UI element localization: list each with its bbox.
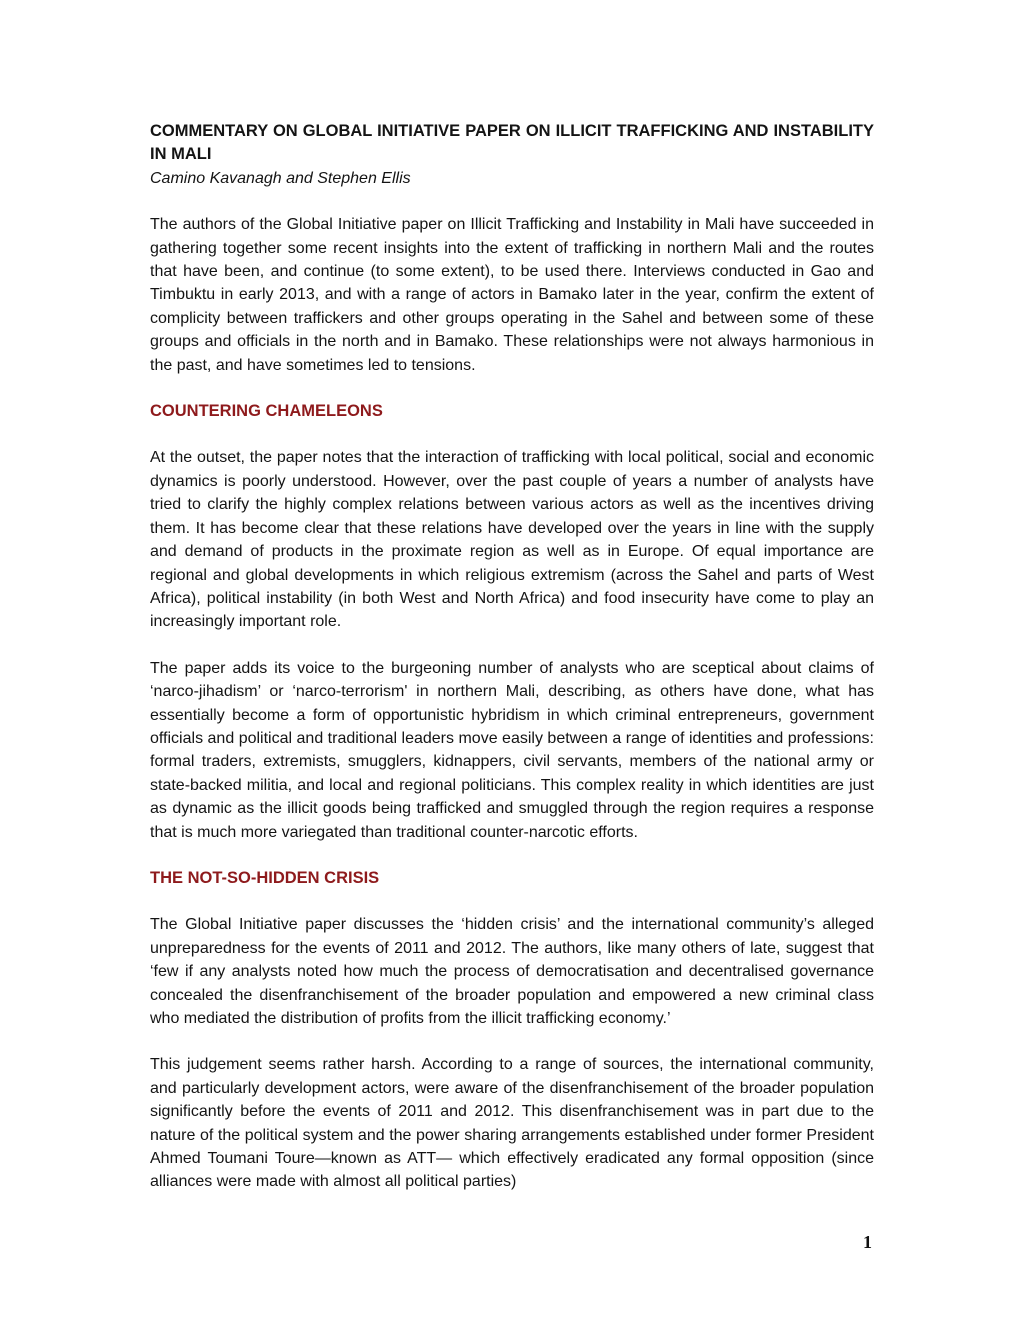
paragraph-countering-chameleons-2: The paper adds its voice to the burgeoning number of analysts who are sceptical about claims of ‘narco-jihadism’ or ‘narco-terrorism' in northern Mali, describing, as others have done, what has essentially become a form of opportunistic hybridism in which criminal entrepreneurs, government officials and political and traditional leaders move easily between a range of identities and professions: formal traders, extremists, smugglers, kidnappers, civil servants, members of the national army or state-backed militia, and local and regional politicians. This complex reality in which identities are just as dynamic as the illicit goods being trafficked and smuggled through the region requires a response that is much more variegated than traditional counter-narcotic efforts. — [150, 659, 874, 841]
document-title: COMMENTARY ON GLOBAL INITIATIVE PAPER ON ILLICIT TRAFFICKING AND INSTABILITY IN MALI — [150, 122, 874, 164]
paragraph-introduction: The authors of the Global Initiative paper on Illicit Trafficking and Instability in Mali have succeeded in gathering together some recent insights into the extent of trafficking in northern Mali and the routes that have been, and continue (to some extent), to be used there. Interviews conducted in Gao and Timbuktu in early 2013, and with a range of actors in Bamako later in the year, confirm the extent of complicity between traffickers and other groups operating in the Sahel and between some of these groups and officials in the north and in Bamako. These relationships were not always harmonious in the past, and have sometimes led to tensions. — [150, 216, 874, 374]
paragraph-hidden-crisis-1: The Global Initiative paper discusses the ‘hidden crisis’ and the international community’s alleged unpreparedness for the events of 2011 and 2012. The authors, like many others of late, suggest that ‘few if any analysts noted how much the process of democratisation and decentralised governance concealed the disenfranchisement of the broader population and empowered a new criminal class who mediated the distribution of profits from the illicit trafficking economy.’ — [150, 916, 874, 1027]
section-heading-not-so-hidden-crisis: THE NOT-SO-HIDDEN CRISIS — [150, 868, 380, 887]
document-content — [150, 120, 874, 1217]
page-number: 1 — [863, 1232, 872, 1252]
document-authors: Camino Kavanagh and Stephen Ellis — [150, 169, 411, 187]
section-heading-countering-chameleons: COUNTERING CHAMELEONS — [150, 402, 383, 421]
paragraph-hidden-crisis-2: This judgement seems rather harsh. According to a range of sources, the international community, and particularly development actors, were aware of the disenfranchisement of the broader population significantly before the events of 2011 and 2012. This disenfranchisement was in part due to the nature of the political system and the power sharing arrangements established under former President Ahmed Toumani Toure—known as ATT— which effectively eradicated any formal opposition (since alliances were made with almost all political parties) — [150, 1056, 874, 1191]
paragraph-countering-chameleons-1: At the outset, the paper notes that the interaction of trafficking with local political, social and economic dynamics is poorly understood. However, over the past couple of years a number of analysts have tried to clarify the highly complex relations between various actors as well as the incentives driving them. It has become clear that these relations have developed over the years in line with the supply and demand of products in the proximate region as well as in Europe. Of equal importance are regional and global developments in which religious extremism (across the Sahel and parts of West Africa), political instability (in both West and North Africa) and food insecurity have come to play an increasingly important role. — [150, 449, 874, 631]
